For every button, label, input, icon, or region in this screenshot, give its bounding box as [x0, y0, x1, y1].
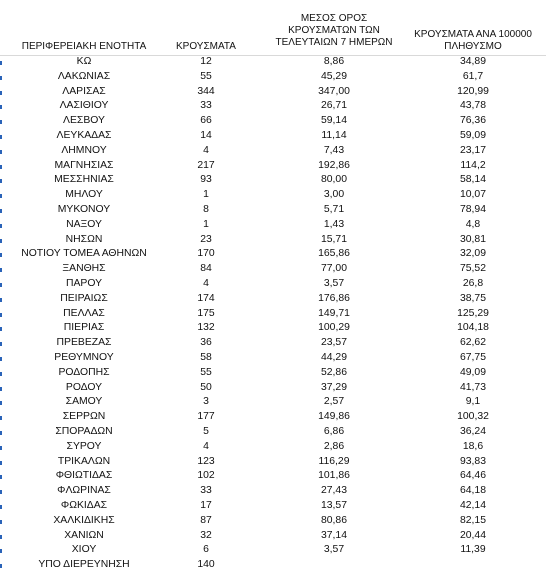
row-edge-marker	[0, 372, 2, 376]
cell-seven-day-average: 13,57	[320, 499, 347, 511]
row-edge-marker	[0, 342, 2, 346]
cell-cases-per-100000: 125,29	[457, 307, 489, 319]
cell-cases-per-100000: 34,89	[459, 56, 486, 67]
cell-seven-day-average: 80,00	[320, 174, 347, 186]
cell-region: ΚΩ	[76, 56, 92, 67]
cell-seven-day-average: 192,86	[318, 159, 350, 171]
cell-seven-day-average: 165,86	[318, 248, 350, 260]
cell-region: ΜΑΓΝΗΣΙΑΣ	[54, 159, 114, 171]
table-row	[0, 218, 546, 233]
row-edge-marker	[0, 105, 2, 109]
column-header-region	[0, 41, 168, 53]
cell-cases: 1	[203, 189, 209, 201]
cell-cases: 3	[203, 396, 209, 408]
cell-seven-day-average: 37,29	[320, 381, 347, 393]
cell-region: ΧΑΛΚΙΔΙΚΗΣ	[53, 514, 115, 526]
row-edge-marker	[0, 194, 2, 198]
cell-region: ΛΑΚΩΝΙΑΣ	[57, 70, 111, 82]
cell-seven-day-average: 149,71	[318, 307, 350, 319]
cell-seven-day-average: 15,71	[320, 233, 347, 245]
cell-region: ΝΑΞΟΥ	[66, 218, 102, 230]
table-row	[0, 321, 546, 336]
cell-seven-day-average: 149,86	[318, 411, 350, 423]
cell-cases: 14	[200, 129, 212, 141]
cell-region: ΝΟΤΙΟΥ ΤΟΜΕΑ ΑΘΗΝΩΝ	[21, 248, 147, 260]
table-row	[0, 85, 546, 100]
cell-cases: 93	[200, 174, 212, 186]
cell-cases: 217	[197, 159, 215, 171]
cell-cases-per-100000: 67,75	[459, 351, 486, 363]
cell-cases: 177	[197, 411, 215, 423]
table-row	[0, 203, 546, 218]
row-edge-marker	[0, 135, 2, 139]
row-edge-marker	[0, 283, 2, 287]
cell-seven-day-average: 11,14	[321, 129, 347, 141]
cell-seven-day-average: 45,29	[320, 70, 347, 82]
cell-cases-per-100000: 36,24	[459, 425, 486, 437]
table-row	[0, 70, 546, 85]
cell-seven-day-average: 77,00	[320, 263, 347, 275]
cell-region: ΦΛΩΡΙΝΑΣ	[57, 485, 111, 497]
row-edge-marker	[0, 446, 2, 450]
cell-cases-per-100000: 32,09	[459, 248, 486, 260]
cell-cases: 17	[200, 499, 212, 511]
cell-cases: 123	[197, 455, 215, 467]
cell-region: ΡΕΘΥΜΝΟΥ	[54, 351, 114, 363]
cell-cases: 4	[203, 277, 209, 289]
cell-region: ΣΑΜΟΥ	[65, 396, 103, 408]
cell-region: ΜΥΚΟΝΟΥ	[57, 203, 111, 215]
cell-seven-day-average: 1,43	[323, 218, 345, 230]
cell-cases: 36	[200, 337, 212, 349]
cell-cases: 12	[200, 56, 212, 67]
table-row	[0, 277, 546, 292]
cell-cases: 4	[203, 440, 209, 452]
cell-region: ΝΗΣΩΝ	[65, 233, 103, 245]
cell-cases: 33	[200, 485, 212, 497]
column-header-cases-per-100000-line: ΚΡΟΥΣΜΑΤΑ ΑΝΑ 100000	[414, 29, 532, 40]
cell-seven-day-average: 26,71	[320, 100, 347, 112]
cell-cases-per-100000: 41,73	[459, 381, 486, 393]
row-edge-marker	[0, 91, 2, 95]
row-edge-marker	[0, 179, 2, 183]
cell-seven-day-average: 100,29	[318, 322, 350, 334]
row-edge-marker	[0, 387, 2, 391]
cell-cases-per-100000: 120,99	[457, 85, 489, 97]
cell-seven-day-average: 59,14	[320, 115, 347, 127]
cell-seven-day-average: 23,57	[320, 337, 347, 349]
cell-cases-per-100000: 43,78	[459, 100, 486, 112]
cell-region: ΛΕΣΒΟΥ	[63, 115, 105, 127]
row-edge-marker	[0, 505, 2, 509]
cell-cases: 175	[197, 307, 215, 319]
cell-cases-per-100000: 20,44	[459, 529, 486, 541]
table-row	[0, 514, 546, 529]
row-edge-marker	[0, 431, 2, 435]
cell-cases-per-100000: 75,52	[459, 263, 486, 275]
cell-cases-per-100000: 100,32	[457, 411, 489, 423]
cell-region: ΡΟΔΟΠΗΣ	[58, 366, 110, 378]
row-edge-marker	[0, 357, 2, 361]
cell-region: ΠΕΙΡΑΙΩΣ	[60, 292, 108, 304]
cell-cases-per-100000: 62,62	[459, 337, 486, 349]
cell-cases: 6	[203, 544, 209, 556]
table-row	[0, 351, 546, 366]
cell-region: ΛΕΥΚΑΔΑΣ	[56, 129, 112, 141]
cell-cases: 102	[197, 470, 215, 482]
cell-cases-per-100000: 11,39	[460, 544, 486, 556]
column-header-seven-day-average-line: ΚΡΟΥΣΜΑΤΩΝ ΤΩΝ	[288, 25, 380, 36]
cell-cases: 55	[200, 70, 212, 82]
cell-seven-day-average: 2,57	[323, 396, 345, 408]
cell-region: ΣΕΡΡΩΝ	[62, 411, 106, 423]
cell-seven-day-average: 5,71	[323, 203, 345, 215]
cell-region: ΣΥΡΟΥ	[66, 440, 102, 452]
cell-region: ΛΑΡΙΣΑΣ	[62, 85, 106, 97]
table-row	[0, 336, 546, 351]
cell-cases: 140	[197, 559, 215, 571]
cell-cases-per-100000: 76,36	[459, 115, 486, 127]
table-row	[0, 455, 546, 470]
cell-cases-per-100000: 18,6	[462, 440, 484, 452]
cell-cases-per-100000: 61,7	[462, 70, 484, 82]
column-header-region-text: ΠΕΡΙΦΕΡΕΙΑΚΗ ΕΝΟΤΗΤΑ	[21, 41, 147, 52]
row-edge-marker	[0, 268, 2, 272]
cell-cases-per-100000: 82,15	[459, 514, 486, 526]
cell-region: ΜΕΣΣΗΝΙΑΣ	[54, 174, 114, 186]
cell-region: ΠΡΕΒΕΖΑΣ	[56, 337, 112, 349]
cell-cases-per-100000: 104,18	[457, 322, 489, 334]
row-edge-marker	[0, 209, 2, 213]
table-row	[0, 425, 546, 440]
cell-cases-per-100000: 9,1	[465, 396, 481, 408]
table-row	[0, 529, 546, 544]
cell-cases: 174	[197, 292, 215, 304]
cell-seven-day-average: 116,29	[318, 455, 350, 467]
row-edge-marker	[0, 401, 2, 405]
row-edge-marker	[0, 61, 2, 65]
row-edge-marker	[0, 239, 2, 243]
cell-cases: 50	[200, 381, 212, 393]
row-edge-marker	[0, 564, 2, 568]
table-row	[0, 558, 546, 573]
row-edge-marker	[0, 150, 2, 154]
table-row	[0, 99, 546, 114]
table-row	[0, 440, 546, 455]
cell-cases-per-100000: 49,09	[459, 366, 486, 378]
cell-cases: 58	[200, 351, 212, 363]
cell-cases: 33	[200, 100, 212, 112]
cell-cases-per-100000: 93,83	[459, 455, 486, 467]
cell-region: ΠΙΕΡΙΑΣ	[63, 322, 105, 334]
cell-cases: 170	[197, 248, 215, 260]
table-row	[0, 188, 546, 203]
cell-region: ΦΩΚΙΔΑΣ	[60, 499, 108, 511]
table-row	[0, 159, 546, 174]
cell-seven-day-average: 176,86	[318, 292, 350, 304]
table-row	[0, 55, 546, 70]
table-row	[0, 366, 546, 381]
cell-cases: 66	[200, 115, 212, 127]
row-edge-marker	[0, 313, 2, 317]
cell-seven-day-average: 27,43	[320, 485, 347, 497]
column-header-seven-day-average-line: ΜΕΣΟΣ ΟΡΟΣ	[300, 13, 368, 24]
cell-region: ΡΟΔΟΥ	[65, 381, 103, 393]
cell-region: ΠΕΛΛΑΣ	[63, 307, 105, 319]
table-row	[0, 262, 546, 277]
column-header-cases-per-100000	[404, 29, 542, 53]
table-row	[0, 381, 546, 396]
table-body	[0, 55, 546, 573]
row-edge-marker	[0, 416, 2, 420]
column-header-cases-per-100000-line: ΠΛΗΘΥΣΜΟ	[444, 41, 502, 52]
table-row	[0, 395, 546, 410]
table-row	[0, 484, 546, 499]
cell-seven-day-average: 347,00	[318, 85, 350, 97]
cell-cases: 344	[197, 85, 215, 97]
column-header-seven-day-average	[268, 13, 400, 49]
cell-seven-day-average: 44,29	[320, 351, 347, 363]
row-edge-marker	[0, 549, 2, 553]
table-row	[0, 307, 546, 322]
cell-cases: 1	[203, 218, 209, 230]
cell-seven-day-average: 37,14	[320, 529, 347, 541]
cell-seven-day-average: 52,86	[320, 366, 347, 378]
table-row	[0, 144, 546, 159]
row-edge-marker	[0, 224, 2, 228]
cell-region: ΥΠΟ ΔΙΕΡΕΥΝΗΣΗ	[38, 559, 130, 571]
cell-cases: 87	[200, 514, 212, 526]
cell-region: ΜΗΛΟΥ	[65, 189, 103, 201]
cell-region: ΛΗΜΝΟΥ	[61, 144, 107, 156]
column-header-seven-day-average-line: ΤΕΛΕΥΤΑΙΩΝ 7 ΗΜΕΡΩΝ	[275, 37, 393, 48]
table-row	[0, 173, 546, 188]
cell-cases: 132	[197, 322, 215, 334]
table-row	[0, 292, 546, 307]
row-edge-marker	[0, 298, 2, 302]
table-row	[0, 129, 546, 144]
table-row	[0, 247, 546, 262]
row-edge-marker	[0, 120, 2, 124]
row-edge-marker	[0, 253, 2, 257]
cell-region: ΣΠΟΡΑΔΩΝ	[55, 425, 113, 437]
table-row	[0, 410, 546, 425]
table-row	[0, 543, 546, 558]
cell-region: ΛΑΣΙΘΙΟΥ	[59, 100, 109, 112]
cell-cases-per-100000: 64,46	[459, 470, 486, 482]
cell-seven-day-average: 6,86	[323, 425, 345, 437]
row-edge-marker	[0, 490, 2, 494]
cell-region: ΧΙΟΥ	[71, 544, 97, 556]
cell-cases: 5	[203, 425, 209, 437]
cell-seven-day-average: 7,43	[323, 144, 345, 156]
row-edge-marker	[0, 475, 2, 479]
column-header-cases	[168, 41, 244, 53]
cell-seven-day-average: 3,57	[323, 544, 345, 556]
cell-seven-day-average: 101,86	[318, 470, 350, 482]
cell-cases-per-100000: 58,14	[459, 174, 486, 186]
cell-cases: 84	[200, 263, 212, 275]
table-row	[0, 469, 546, 484]
cell-seven-day-average: 2,86	[323, 440, 345, 452]
cell-cases-per-100000: 4,8	[465, 218, 481, 230]
row-edge-marker	[0, 76, 2, 80]
column-header-cases-text: ΚΡΟΥΣΜΑΤΑ	[176, 41, 236, 52]
row-edge-marker	[0, 520, 2, 524]
row-edge-marker	[0, 461, 2, 465]
cell-cases: 55	[200, 366, 212, 378]
cell-seven-day-average: 3,57	[323, 277, 345, 289]
row-edge-marker	[0, 535, 2, 539]
cell-region: ΧΑΝΙΩΝ	[64, 529, 104, 541]
cell-cases-per-100000: 38,75	[459, 292, 486, 304]
cell-region: ΞΑΝΘΗΣ	[62, 263, 106, 275]
cell-cases: 8	[203, 203, 209, 215]
table-row	[0, 499, 546, 514]
cell-seven-day-average: 8,86	[323, 56, 345, 67]
cell-cases-per-100000: 23,17	[459, 144, 486, 156]
cell-region: ΤΡΙΚΑΛΩΝ	[57, 455, 111, 467]
cell-seven-day-average: 80,86	[320, 514, 347, 526]
cell-cases: 23	[200, 233, 212, 245]
cell-cases: 32	[200, 529, 212, 541]
cell-cases-per-100000: 59,09	[459, 129, 486, 141]
row-edge-marker	[0, 165, 2, 169]
cell-cases-per-100000: 42,14	[459, 499, 486, 511]
cell-seven-day-average: 3,00	[323, 189, 345, 201]
row-edge-markers	[0, 0, 2, 576]
cell-cases: 4	[203, 144, 209, 156]
cell-region: ΠΑΡΟΥ	[65, 277, 103, 289]
cell-cases-per-100000: 10,07	[459, 189, 486, 201]
cell-cases-per-100000: 30,81	[459, 233, 486, 245]
table-row	[0, 114, 546, 129]
cell-cases-per-100000: 26,8	[462, 277, 484, 289]
cell-cases-per-100000: 78,94	[459, 203, 486, 215]
row-edge-marker	[0, 327, 2, 331]
cell-cases-per-100000: 114,2	[460, 159, 486, 171]
cell-region: ΦΘΙΩΤΙΔΑΣ	[55, 470, 113, 482]
cell-cases-per-100000: 64,18	[459, 485, 486, 497]
table-row	[0, 233, 546, 248]
